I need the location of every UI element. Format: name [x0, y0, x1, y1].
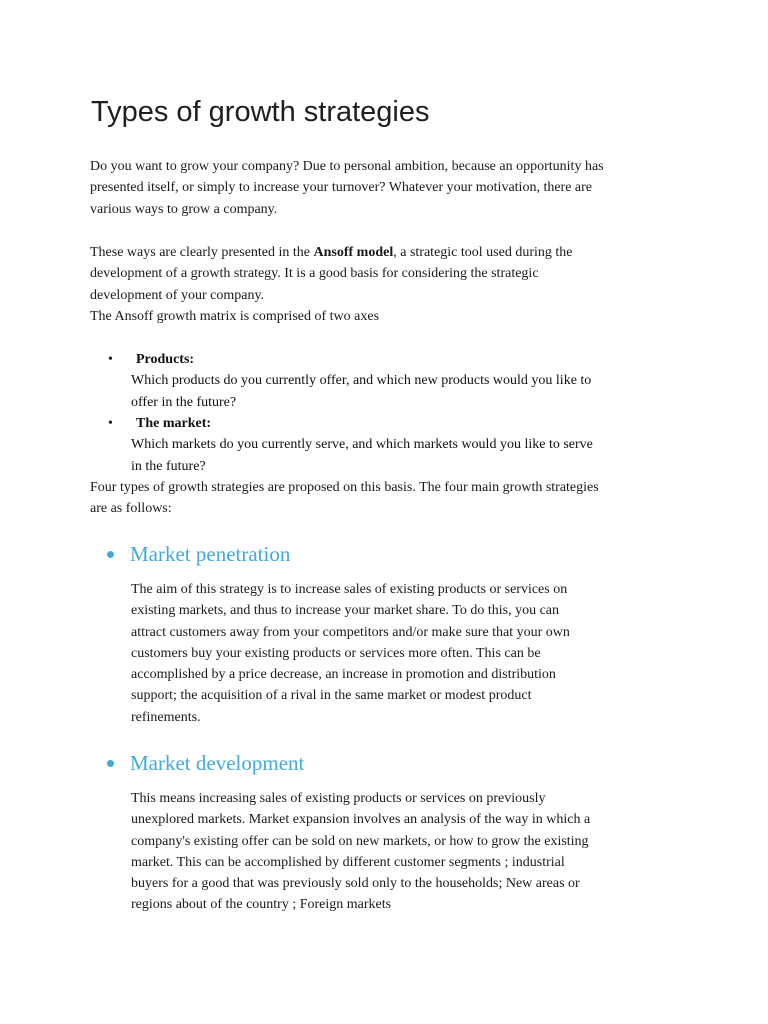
section-body-market-penetration — [131, 579, 651, 728]
section-line: attract customers away from your competitors and/or make sure that your own — [131, 624, 570, 640]
section-line: customers buy your existing products or services more often. This can be — [131, 645, 541, 661]
bullet-icon — [107, 760, 114, 767]
section-line: unexplored markets. Market expansion involves an analysis of the way in which a — [131, 812, 591, 828]
bullet-icon — [107, 551, 114, 558]
bullet-icon: • — [108, 352, 113, 367]
ansoff-line: development of a growth strategy. It is a good basis for considering the strategic — [90, 266, 539, 282]
section-line: The aim of this strategy is to increase sales of existing products or services on — [131, 582, 568, 597]
ansoff-model-term: Ansoff model — [313, 245, 394, 260]
intro-paragraph — [90, 156, 650, 220]
ansoff-line — [90, 242, 650, 263]
axis-heading: The market: — [136, 416, 212, 431]
axis-description-line: Which markets do you currently serve, and which markets would you like to serve — [131, 437, 593, 453]
section-line: market. This can be accomplished by different customer segments ; industrial — [131, 854, 565, 870]
summary-line: Four types of growth strategies are proposed on this basis. The four main growth strategies — [90, 480, 599, 495]
section-line: buyers for a good that was previously sold only to the households; New areas or — [131, 876, 580, 892]
section-line: regions about of the country ; Foreign markets — [131, 897, 392, 913]
section-heading-text: Market development — [130, 751, 305, 775]
section-line: This means increasing sales of existing products or services on previously — [131, 791, 546, 806]
section-line: existing markets, and thus to increase your market share. To do this, you can — [131, 603, 559, 619]
ansoff-line-prefix: These ways are clearly presented in the — [90, 245, 314, 260]
ansoff-line: development of your company. — [90, 287, 265, 303]
intro-line: presented itself, or simply to increase your turnover? Whatever your motivation, there are — [90, 180, 593, 196]
intro-line: various ways to grow a company. — [90, 201, 278, 217]
axis-description — [131, 370, 651, 413]
section-heading-market-development — [107, 749, 304, 777]
section-line: support; the acquisition of a rival in the same market or modest product — [131, 688, 532, 704]
summary-paragraph — [90, 477, 650, 520]
ansoff-paragraph — [90, 242, 650, 327]
section-heading-text: Market penetration — [130, 542, 291, 566]
section-body-market-development — [131, 788, 651, 916]
axis-description-line: in the future? — [131, 458, 206, 474]
section-line: accomplished by a price decrease, an increase in promotion and distribution — [131, 667, 556, 683]
axis-description — [131, 434, 651, 477]
page-title: Types of growth strategies — [91, 96, 430, 128]
axis-description-line: Which products do you currently offer, and which new products would you like to — [131, 373, 592, 389]
section-line: refinements. — [131, 709, 201, 725]
ansoff-line-suffix: , a strategic tool used during the — [393, 245, 573, 260]
section-line: company's existing offer can be sold on new markets, or how to grow the existing — [131, 833, 589, 849]
bullet-icon: • — [108, 416, 113, 431]
ansoff-line: The Ansoff growth matrix is comprised of two axes — [90, 308, 380, 324]
axis-heading: Products: — [136, 352, 195, 367]
section-heading-market-penetration — [107, 540, 290, 568]
intro-line: Do you want to grow your company? Due to personal ambition, because an opportunity has — [90, 159, 604, 174]
summary-line: are as follows: — [90, 501, 172, 517]
axis-description-line: offer in the future? — [131, 394, 237, 410]
